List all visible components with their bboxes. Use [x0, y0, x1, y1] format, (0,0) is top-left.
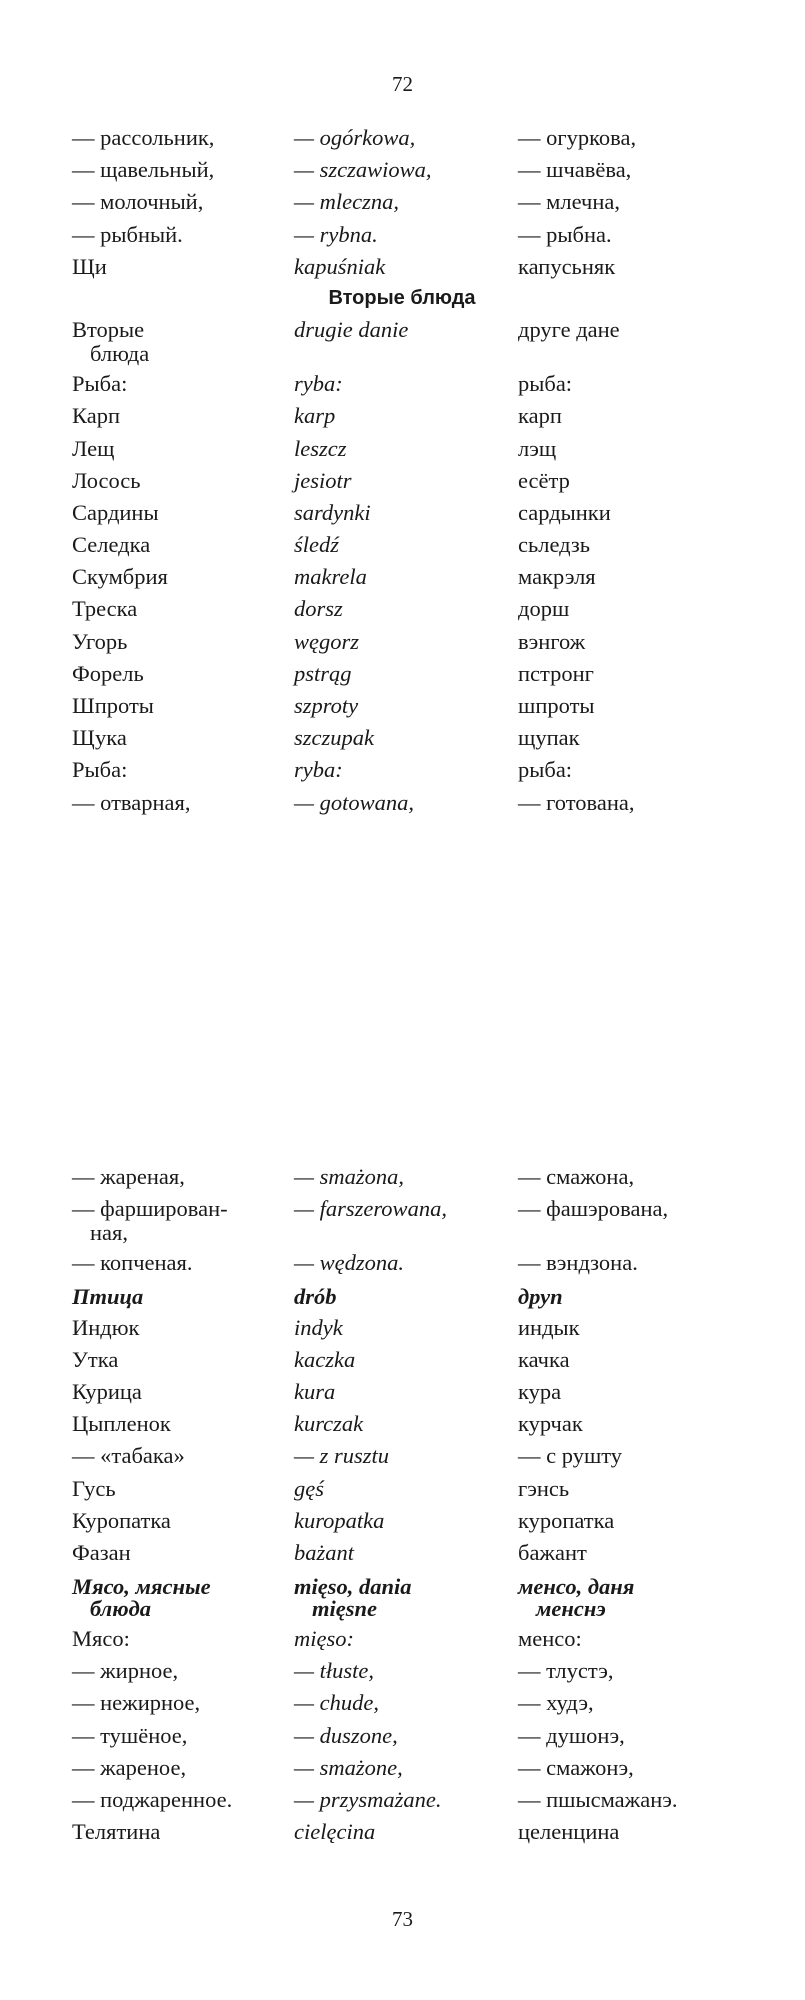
russian-term: Лосось: [72, 467, 141, 493]
poultry-header: [72, 1286, 732, 1308]
polish-term: — duszone,: [294, 1722, 398, 1748]
pronunciation: — огуркова,: [518, 125, 637, 150]
table-row: [72, 1163, 732, 1190]
pronunciation: лэщ: [518, 435, 557, 461]
russian-term: — «табака»: [72, 1443, 185, 1469]
russian-term: — рассольник,: [72, 125, 215, 150]
table-row: [72, 124, 732, 151]
polish-term: gęś: [294, 1475, 324, 1501]
table-row: [72, 595, 732, 622]
fish-prep-list: [72, 1163, 732, 1276]
pronunciation: макрэля: [518, 564, 596, 590]
pronunciation: сьледзь: [518, 532, 591, 558]
upper-half: [72, 124, 732, 821]
russian-term: — копченая.: [72, 1250, 193, 1276]
table-row: [72, 467, 732, 494]
pronunciation: — рыбна.: [518, 221, 612, 247]
pronunciation: — душонэ,: [518, 1722, 625, 1748]
polish-term: kapuśniak: [294, 253, 386, 279]
polish-term: jesiotr: [294, 467, 352, 493]
table-row: [72, 531, 732, 558]
polish-term: — farszerowana,: [294, 1196, 447, 1222]
pronunciation: — тлустэ,: [518, 1658, 614, 1684]
polish-term: — szczawiowa,: [294, 157, 432, 183]
pronunciation: капусьняк: [518, 253, 616, 279]
table-row: [72, 1689, 732, 1716]
table-row: [72, 1657, 732, 1684]
table-row: [72, 1722, 732, 1749]
russian-term: — молочный,: [72, 189, 204, 215]
pronunciation: друге дане: [518, 316, 620, 342]
polish-term: sardynki: [294, 499, 371, 525]
russian-term: Фазан: [72, 1539, 131, 1565]
russian-term: Селедка: [72, 532, 151, 558]
pronunciation: бажант: [518, 1539, 587, 1565]
polish-term: szproty: [294, 693, 359, 718]
table-row: [72, 435, 732, 462]
polish-term: karp: [294, 403, 336, 429]
lower-half: [72, 1163, 732, 1850]
russian-term: Треска: [72, 596, 138, 622]
pronunciation: — пшысмажанэ.: [518, 1787, 678, 1812]
pronunciation: — смажонэ,: [518, 1754, 634, 1780]
table-row: [72, 370, 732, 397]
russian-term: Гусь: [72, 1475, 116, 1501]
table-row: [72, 1346, 732, 1373]
russian-term: Лещ: [72, 435, 115, 461]
polish-term: — smażona,: [294, 1164, 405, 1189]
russian-term: Вторые блюда: [72, 316, 150, 366]
polish-term: — ogórkowa,: [294, 125, 416, 150]
polish-term: — mleczna,: [294, 189, 399, 215]
russian-term: Карп: [72, 403, 120, 429]
russian-term: Щука: [72, 725, 127, 751]
page-number-bottom: 73: [392, 1907, 413, 1931]
table-row: [72, 628, 732, 655]
polish-term: — chude,: [294, 1690, 379, 1716]
russian-term: — отварная,: [72, 789, 191, 815]
russian-term: Индюк: [72, 1314, 140, 1340]
russian-term: — нежирное,: [72, 1690, 201, 1716]
pronunciation: гэнсь: [518, 1475, 570, 1501]
pronunciation: — готована,: [518, 789, 635, 815]
polish-term: węgorz: [294, 628, 360, 654]
table-row: [72, 1786, 732, 1813]
pronunciation: — худэ,: [518, 1690, 594, 1716]
polish-term: indyk: [294, 1314, 343, 1340]
russian-term: — жирное,: [72, 1658, 179, 1684]
table-row: [72, 499, 732, 526]
russian-term: Птица: [72, 1284, 144, 1310]
table-row: [72, 1195, 732, 1244]
polish-term: — tłuste,: [294, 1658, 375, 1684]
polish-term: śledź: [294, 532, 339, 558]
russian-term: Форель: [72, 660, 144, 686]
pronunciation: — с рушту: [518, 1443, 623, 1469]
table-row: [72, 563, 732, 590]
table-row: [72, 1754, 732, 1781]
polish-term: cielęcina: [294, 1819, 376, 1845]
pronunciation: качка: [518, 1346, 570, 1372]
pronunciation: кура: [518, 1378, 562, 1404]
fish-list: [72, 316, 732, 816]
russian-term: Мясо, мясные блюда: [72, 1573, 211, 1621]
russian-term: — жареное,: [72, 1754, 187, 1780]
russian-term: — фарширован- ная,: [72, 1196, 228, 1246]
russian-term: Сардины: [72, 499, 159, 525]
pronunciation: рыба:: [518, 371, 573, 397]
pronunciation: менсо:: [518, 1626, 582, 1652]
polish-term: — smażone,: [294, 1754, 403, 1780]
russian-term: Курица: [72, 1378, 142, 1404]
table-row: [72, 188, 732, 215]
polish-term: — z rusztu: [294, 1443, 390, 1469]
table-row: [72, 660, 732, 687]
russian-term: Утка: [72, 1346, 119, 1372]
polish-term: kurczak: [294, 1411, 364, 1437]
table-row: [72, 724, 732, 751]
table-row: [72, 253, 732, 280]
polish-term: mięso, dania mięsne: [294, 1573, 412, 1621]
pronunciation: есётр: [518, 467, 570, 493]
soup-list: [72, 124, 732, 280]
table-row: [72, 1539, 732, 1566]
polish-term: kuropatka: [294, 1507, 385, 1533]
polish-term: — gotowana,: [294, 789, 415, 815]
table-row: [72, 1507, 732, 1534]
pronunciation: — вэндзона.: [518, 1250, 638, 1276]
polish-term: pstrąg: [294, 660, 352, 686]
pronunciation: курчак: [518, 1411, 583, 1437]
polish-term: makrela: [294, 564, 367, 590]
table-row: [72, 1625, 732, 1652]
meat-header: [72, 1573, 732, 1621]
polish-term: drób: [294, 1284, 337, 1310]
pronunciation: — шчавёва,: [518, 157, 632, 183]
russian-term: — поджаренное.: [72, 1787, 233, 1812]
pronunciation: щупак: [518, 725, 580, 751]
pronunciation: — фашэрована,: [518, 1196, 669, 1222]
polish-term: mięso:: [294, 1626, 354, 1652]
section-heading: Вторые блюда: [328, 286, 476, 309]
pronunciation: пстронг: [518, 660, 594, 686]
pronunciation: — млечна,: [518, 189, 620, 215]
russian-term: Мясо:: [72, 1626, 130, 1652]
polish-term: — wędzona.: [294, 1250, 405, 1276]
table-row: [72, 1378, 732, 1405]
table-row: [72, 1818, 732, 1845]
russian-term: Рыба:: [72, 371, 128, 397]
table-row: [72, 1442, 732, 1469]
table-row: [72, 1249, 732, 1276]
russian-term: — жареная,: [72, 1164, 185, 1189]
polish-term: kaczka: [294, 1346, 356, 1372]
pronunciation: куропатка: [518, 1507, 615, 1533]
russian-term: Шпроты: [72, 693, 154, 718]
meat-list: [72, 1625, 732, 1845]
category-header-row: [72, 1286, 732, 1308]
pronunciation: карп: [518, 403, 562, 429]
pronunciation: менсо, даня менснэ: [518, 1573, 635, 1621]
page-number-top: 72: [392, 72, 413, 96]
russian-term: — тушёное,: [72, 1722, 188, 1748]
russian-term: Скумбрия: [72, 564, 168, 590]
poultry-list: [72, 1314, 732, 1566]
table-row: [72, 1314, 732, 1341]
polish-term: szczupak: [294, 725, 374, 751]
russian-term: Щи: [72, 253, 107, 279]
pronunciation: друп: [518, 1284, 563, 1310]
russian-term: Рыба:: [72, 757, 128, 783]
polish-term: — rybna.: [294, 221, 378, 247]
pronunciation: индык: [518, 1314, 580, 1340]
russian-term: Куропатка: [72, 1507, 171, 1533]
pronunciation: дорш: [518, 596, 570, 622]
table-row: [72, 1410, 732, 1437]
polish-term: leszcz: [294, 435, 347, 461]
polish-term: bażant: [294, 1539, 355, 1565]
russian-term: — рыбный.: [72, 221, 183, 247]
polish-term: ryba:: [294, 371, 343, 397]
polish-term: — przysmażane.: [294, 1787, 442, 1812]
polish-term: ryba:: [294, 757, 343, 783]
pronunciation: шпроты: [518, 693, 595, 718]
russian-term: Угорь: [72, 628, 128, 654]
table-row: [72, 402, 732, 429]
table-row: [72, 756, 732, 783]
pronunciation: сардынки: [518, 499, 611, 525]
table-row: [72, 692, 732, 719]
table-row: [72, 156, 732, 183]
russian-term: Телятина: [72, 1819, 161, 1845]
table-row: [72, 1475, 732, 1502]
table-row: [72, 316, 732, 365]
category-header-row: [72, 1573, 732, 1621]
table-row: [72, 221, 732, 248]
table-row: [72, 789, 732, 816]
pronunciation: рыба:: [518, 757, 573, 783]
russian-term: — щавельный,: [72, 157, 215, 183]
pronunciation: вэнгож: [518, 628, 586, 654]
russian-term: Цыпленок: [72, 1411, 171, 1437]
pronunciation: целенцина: [518, 1819, 620, 1845]
pronunciation: — смажона,: [518, 1164, 635, 1189]
polish-term: dorsz: [294, 596, 343, 622]
polish-term: drugie danie: [294, 316, 409, 342]
polish-term: kura: [294, 1378, 336, 1404]
